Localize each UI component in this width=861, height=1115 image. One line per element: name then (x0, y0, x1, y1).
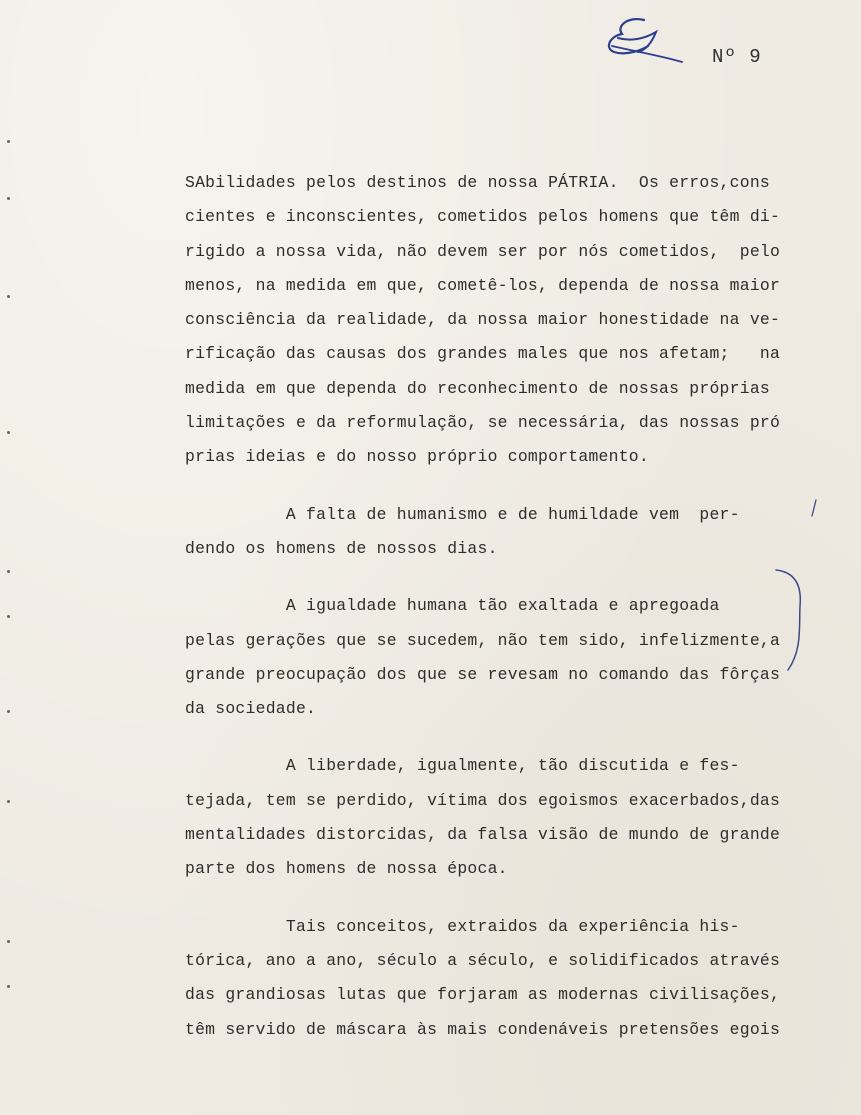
text-line: menos, na medida em que, cometê-los, dependa de nossa maior (185, 275, 781, 295)
text-line: dendo os homens de nossos dias. (185, 538, 498, 558)
text-line: rificação das causas dos grandes males que nos afetam; na (185, 344, 781, 364)
text-line: A igualdade humana tão exaltada e apregoada (185, 596, 720, 616)
handwritten-initials-icon (598, 12, 688, 72)
paragraph-4 (185, 749, 805, 886)
paragraph-1 (185, 166, 805, 475)
text-line: grande preocupação dos que se revesam no comando das fôrças (185, 664, 781, 684)
text-line: pelas gerações que se sucedem, não tem sido, infelizmente,a (185, 630, 781, 650)
paragraph-2 (185, 498, 805, 567)
text-line: tórica, ano a ano, século a século, e solidificados através (185, 950, 781, 970)
margin-hole-marks (7, 140, 13, 1000)
margin-bracket-mark (772, 566, 812, 676)
text-line: A liberdade, igualmente, tão discutida e fes- (185, 756, 740, 776)
text-line: limitações e da reformulação, se necessária, das nossas pró (185, 413, 781, 433)
paragraph-3 (185, 589, 805, 726)
text-line: Tais conceitos, extraidos da experiência his- (185, 916, 740, 936)
text-line: mentalidades distorcidas, da falsa visão de mundo de grande (185, 825, 781, 845)
text-line: SAbilidades pelos destinos de nossa PÁTRIA. Os erros,cons (185, 173, 770, 192)
text-line: rigido a nossa vida, não devem ser por nós cometidos, pelo (185, 241, 781, 261)
typewritten-body (185, 166, 805, 1070)
text-line: parte dos homens de nossa época. (185, 859, 508, 879)
text-line: tejada, tem se perdido, vítima dos egoismos exacerbados,das (185, 790, 781, 810)
text-line: têm servido de máscara às mais condenáveis pretensões egois (185, 1019, 781, 1039)
page-number: Nº 9 (712, 46, 762, 68)
text-line: cientes e inconscientes, cometidos pelos homens que têm di- (185, 207, 781, 227)
text-line: consciência da realidade, da nossa maior honestidade na ve- (185, 310, 781, 330)
text-line: medida em que dependa do reconhecimento de nossas próprias (185, 378, 770, 398)
text-line: A falta de humanismo e de humildade vem per- (185, 504, 740, 524)
text-line: das grandiosas lutas que forjaram as modernas civilisações, (185, 985, 781, 1005)
paragraph-5 (185, 910, 805, 1047)
margin-pen-tick (810, 498, 818, 518)
text-line: da sociedade. (185, 699, 317, 719)
text-line: prias ideias e do nosso próprio comportamento. (185, 447, 649, 467)
